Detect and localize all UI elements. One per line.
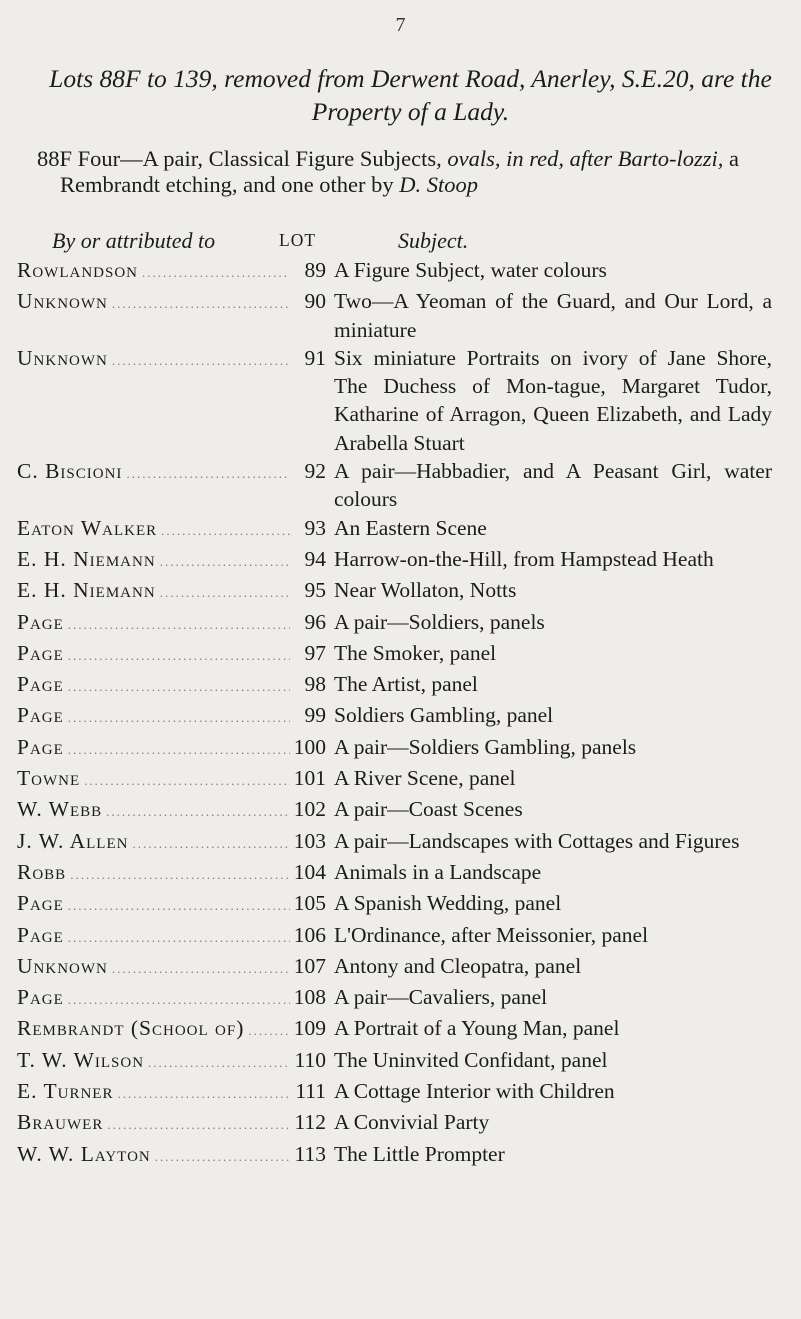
subject-text: Soldiers Gambling, panel (334, 703, 554, 728)
lot-number: 113 (294, 1141, 326, 1166)
subject-text: Antony and Cleopatra, panel (334, 953, 582, 978)
lot-row (0, 576, 801, 607)
lot-number: 104 (293, 859, 326, 884)
artist-name: W. W. Layton (17, 1141, 151, 1166)
artist-name: C. Biscioni (17, 459, 123, 484)
lot-number: 94 (304, 546, 326, 571)
leader-dots (68, 673, 290, 701)
lot-row (0, 701, 801, 732)
leader-dots (155, 1143, 290, 1171)
lot-number: 112 (294, 1110, 326, 1135)
lot-88f-entry (37, 146, 775, 198)
subject-text: The Artist, panel (334, 672, 478, 697)
artist-cell (0, 1140, 290, 1171)
artist-name: Brauwer (17, 1110, 104, 1135)
artist-cell (0, 344, 290, 375)
artist-name: Page (17, 891, 64, 916)
leader-dots (132, 830, 290, 858)
lot-number: 90 (304, 289, 326, 314)
artist-name: E. Turner (17, 1079, 114, 1104)
artist-name: T. W. Wilson (17, 1047, 145, 1072)
lot-row (0, 457, 801, 514)
lot-row (0, 921, 801, 952)
subject-text: A Spanish Wedding, panel (334, 891, 562, 916)
lot-number: 111 (295, 1079, 326, 1104)
intro-heading: Lots 88F to 139, removed from Derwent Road, Anerley, S.E.20, are the Property of a Lady. (49, 64, 772, 126)
leader-dots (112, 290, 290, 318)
artist-cell (0, 733, 290, 764)
lot-row (0, 827, 801, 858)
subject-text: The Smoker, panel (334, 640, 497, 665)
artist-cell (0, 701, 290, 732)
subject-text: A pair—Cavaliers, panel (334, 985, 548, 1010)
lot-number: 96 (304, 609, 326, 634)
artist-name: Unknown (17, 289, 108, 314)
lot-row (0, 608, 801, 639)
artist-name: E. H. Niemann (17, 578, 156, 603)
lot-number: 102 (293, 797, 326, 822)
artist-name: Page (17, 734, 64, 759)
lot-number: 107 (293, 953, 326, 978)
artist-name: Unknown (17, 953, 108, 978)
subject-text: A River Scene, panel (334, 766, 516, 791)
artist-cell (0, 670, 290, 701)
lot-row (0, 256, 801, 287)
subject-text: Six miniature Portraits on ivory of Jane Shore, The Duchess of Mon-tague, Margaret Tudor, Katharine of Arragon, Queen Elizabeth, and Lady Arabella Stuart (334, 345, 772, 455)
subject-text: Animals in a Landscape (334, 859, 542, 884)
leader-dots (68, 611, 290, 639)
artist-cell (0, 1108, 290, 1139)
artist-name: E. H. Niemann (17, 546, 156, 571)
artist-cell (0, 639, 290, 670)
leader-dots (112, 955, 290, 983)
lot-88f-text-a: Four—A pair, Classical Figure Subjects, (72, 146, 448, 171)
leader-dots (117, 1080, 290, 1108)
artist-name: Rembrandt (School of) (17, 1016, 245, 1041)
lot-row (0, 795, 801, 826)
leader-dots (112, 347, 290, 375)
leader-dots (126, 460, 290, 488)
lot-row (0, 514, 801, 545)
subject-text: Two—A Yeoman of the Guard, and Our Lord, a miniature (334, 289, 772, 342)
lot-number: 93 (304, 515, 326, 540)
lot-number: 100 (293, 734, 326, 759)
lot-row (0, 858, 801, 889)
artist-cell (0, 921, 290, 952)
leader-dots (248, 1017, 290, 1045)
artist-name: Page (17, 922, 64, 947)
subject-text: The Uninvited Confidant, panel (334, 1047, 608, 1072)
subject-text: A Convivial Party (334, 1110, 490, 1135)
leader-dots (68, 924, 290, 952)
artist-name: Page (17, 609, 64, 634)
artist-cell (0, 576, 290, 607)
subject-text: The Little Prompter (334, 1141, 505, 1166)
lot-number: 108 (293, 985, 326, 1010)
lot-number: 105 (293, 891, 326, 916)
lot-number: 110 (294, 1047, 326, 1072)
subject-text: A pair—Habbadier, and A Peasant Girl, water colours (334, 459, 772, 512)
subject-text: A pair—Soldiers, panels (334, 609, 545, 634)
artist-cell (0, 608, 290, 639)
lot-row (0, 545, 801, 576)
artist-name: Eaton Walker (17, 515, 158, 540)
subject-text: A pair—Soldiers Gambling, panels (334, 734, 637, 759)
lot-number: 95 (304, 578, 326, 603)
lot-number: 109 (293, 1016, 326, 1041)
leader-dots (160, 548, 290, 576)
artist-name: Page (17, 985, 64, 1010)
subject-text: Harrow-on-the-Hill, from Hampstead Heath (334, 546, 714, 571)
leader-dots (160, 579, 290, 607)
artist-cell (0, 1014, 290, 1045)
lot-number: 99 (304, 703, 326, 728)
artist-cell (0, 889, 290, 920)
lot-88f-text-b: ovals, in red, after Barto-lozzi, (447, 146, 724, 171)
artist-name: Robb (17, 859, 67, 884)
lot-number: 103 (293, 828, 326, 853)
lot-row (0, 639, 801, 670)
lot-88f-text-c: a Rembrandt etching, and one other by (60, 146, 740, 197)
lot-row (0, 670, 801, 701)
lot-row (0, 287, 801, 344)
lot-row (0, 1046, 801, 1077)
lot-row (0, 889, 801, 920)
artist-cell (0, 858, 290, 889)
artist-name: J. W. Allen (17, 828, 129, 853)
lot-row (0, 1014, 801, 1045)
lot-row (0, 344, 801, 457)
lot-88f-number: 88F (37, 146, 73, 171)
subject-text: L'Ordinance, after Meissonier, panel (334, 922, 649, 947)
leader-dots (142, 259, 290, 287)
lot-row (0, 983, 801, 1014)
subject-text: A Figure Subject, water colours (334, 258, 607, 282)
lot-88f-text-d: D. Stoop (399, 172, 479, 197)
subject-text: A pair—Coast Scenes (334, 797, 523, 822)
leader-dots (68, 704, 290, 732)
artist-cell (0, 952, 290, 983)
lot-header: LOT (279, 230, 317, 250)
lot-row (0, 952, 801, 983)
subject-text: A Portrait of a Young Man, panel (334, 1016, 620, 1041)
artist-name: Unknown (17, 345, 108, 370)
artist-cell (0, 1077, 290, 1108)
subject-header: Subject. (398, 228, 469, 253)
lot-number: 98 (304, 672, 326, 697)
leader-dots (68, 736, 290, 764)
page-number: 7 (395, 14, 406, 36)
artist-name: W. Webb (17, 797, 103, 822)
subject-text: An Eastern Scene (334, 515, 487, 540)
lot-number: 92 (304, 459, 326, 484)
artist-name: Rowlandson (17, 258, 138, 282)
artist-name: Page (17, 640, 64, 665)
artist-cell (0, 287, 290, 318)
artist-cell (0, 545, 290, 576)
artist-cell (0, 795, 290, 826)
artist-cell (0, 764, 290, 795)
artist-cell (0, 514, 290, 545)
leader-dots (68, 892, 290, 920)
artist-cell (0, 1046, 290, 1077)
artist-cell (0, 827, 290, 858)
artist-name: Page (17, 703, 64, 728)
artist-cell (0, 457, 290, 488)
artist-name: Page (17, 672, 64, 697)
leader-dots (148, 1049, 290, 1077)
lot-row (0, 764, 801, 795)
leader-dots (161, 517, 290, 545)
subject-text: A pair—Landscapes with Cottages and Figures (334, 828, 740, 853)
column-headers (0, 228, 801, 258)
attribution-header: By or attributed to (52, 228, 216, 253)
lot-number: 101 (293, 766, 326, 791)
lot-row (0, 1140, 801, 1171)
lot-number: 89 (304, 258, 326, 282)
leader-dots (106, 798, 290, 826)
lot-row (0, 733, 801, 764)
lot-list (0, 256, 801, 1171)
artist-name: Towne (17, 766, 81, 791)
lot-number: 97 (304, 640, 326, 665)
leader-dots (70, 861, 290, 889)
leader-dots (68, 642, 290, 670)
leader-dots (107, 1111, 290, 1139)
artist-cell (0, 256, 290, 287)
subject-text: Near Wollaton, Notts (334, 578, 517, 603)
leader-dots (84, 767, 290, 795)
lot-number: 91 (304, 345, 326, 370)
lot-number: 106 (293, 922, 326, 947)
lot-row (0, 1108, 801, 1139)
leader-dots (68, 986, 290, 1014)
subject-text: A Cottage Interior with Children (334, 1079, 615, 1104)
lot-row (0, 1077, 801, 1108)
artist-cell (0, 983, 290, 1014)
